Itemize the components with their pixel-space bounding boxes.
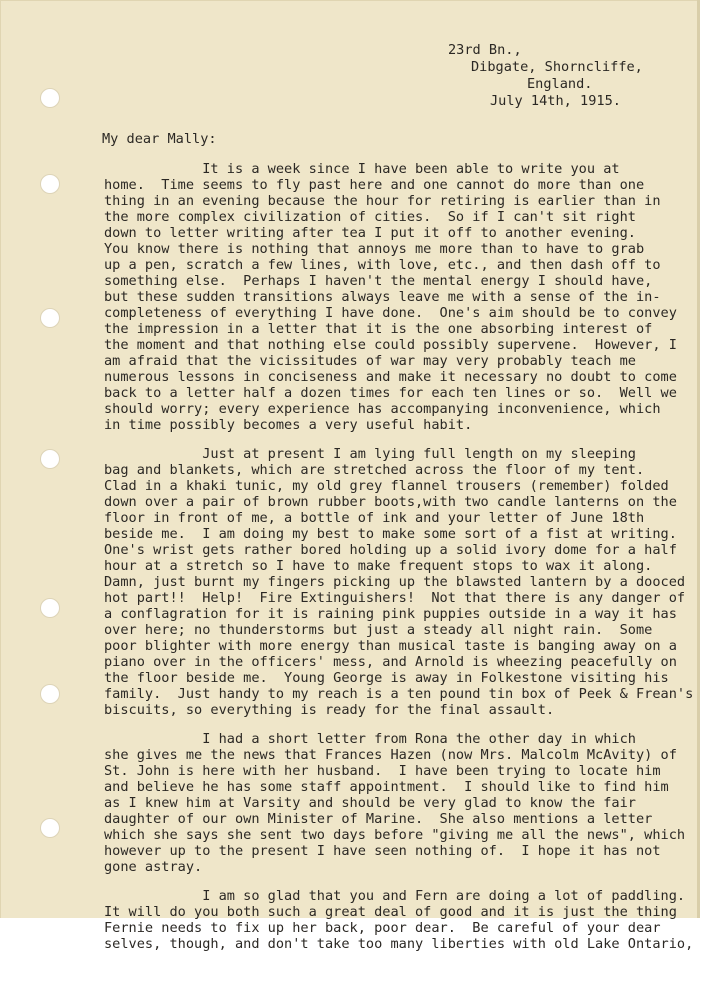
paragraph-2-line: beside me. I am doing my best to make some sort of a fist at writing. (104, 526, 677, 542)
address-line: Dibgate, Shorncliffe, (471, 59, 643, 75)
paragraph-1-line: down to letter writing after tea I put it off to another evening. (104, 225, 636, 241)
paragraph-4-line: I am so glad that you and Fern are doing a lot of paddling. (104, 888, 686, 904)
paragraph-2-line: piano over in the officers' mess, and Arnold is wheezing peacefully on (104, 654, 677, 670)
paragraph-2-line: hour at a stretch so I have to make frequent stops to wax it along. (104, 558, 653, 574)
paragraph-1-line: numerous lessons in conciseness and make it necessary no doubt to come (104, 369, 677, 385)
paragraph-3-line: St. John is here with her husband. I have been trying to locate him (104, 763, 661, 779)
paragraph-1-line: thing in an evening because the hour for retiring is earlier than in (104, 193, 661, 209)
punch-hole (40, 449, 60, 469)
paragraph-3-line: I had a short letter from Rona the other day in which (104, 731, 636, 747)
date-line: July 14th, 1915. (490, 93, 621, 109)
paragraph-1-line: the more complex civilization of cities. So if I can't sit right (104, 209, 636, 225)
paragraph-2-line: over here; no thunderstorms but just a steady all night rain. Some (104, 622, 653, 638)
punch-hole (40, 684, 60, 704)
paragraph-2-line: poor blighter with more energy than musical taste is banging away on a (104, 638, 677, 654)
paragraph-1-line: the impression in a letter that it is the one absorbing interest of (104, 321, 653, 337)
address-line: 23rd Bn., (448, 42, 522, 58)
paragraph-3-line: which she says she sent two days before "giving me all the news", which (104, 827, 686, 843)
punch-hole (40, 598, 60, 618)
paragraph-2-line: a conflagration for it is raining pink puppies outside in a way it has (104, 606, 677, 622)
paragraph-2-line: floor in front of me, a bottle of ink and your letter of June 18th (104, 510, 645, 526)
paragraph-3-line: however up to the present I have seen nothing of. I hope it has not (104, 843, 661, 859)
paragraph-3-line: as I knew him at Varsity and should be very glad to know the fair (104, 795, 636, 811)
punch-hole (40, 88, 60, 108)
paragraph-1-line: am afraid that the vicissitudes of war may very probably teach me (104, 353, 636, 369)
paragraph-1-line: should worry; every experience has accompanying inconvenience, which (104, 401, 661, 417)
paragraph-1-line: back to a letter half a dozen times for each ten lines or so. Well we (104, 385, 677, 401)
paragraph-1-line: home. Time seems to fly past here and one cannot do more than one (104, 177, 645, 193)
address-line: England. (527, 76, 593, 92)
paragraph-2-line: Damn, just burnt my fingers picking up the blawsted lantern by a dooced (104, 574, 686, 590)
paragraph-1-line: You know there is nothing that annoys me more than to have to grab (104, 241, 645, 257)
paragraph-1-line: something else. Perhaps I haven't the mental energy I should have, (104, 273, 653, 289)
paragraph-2-line: bag and blankets, which are stretched across the floor of my tent. (104, 462, 645, 478)
paragraph-1-line: completeness of everything I have done. One's aim should be to convey (104, 305, 677, 321)
paragraph-2-line: biscuits, so everything is ready for the final assault. (104, 702, 555, 718)
paragraph-4-line: Fernie needs to fix up her back, poor dear. Be careful of your dear (104, 920, 661, 936)
paragraph-2-line: hot part!! Help! Fire Extinguishers! Not that there is any danger of (104, 590, 686, 606)
paragraph-4-line: selves, though, and don't take too many liberties with old Lake Ontario, (104, 936, 694, 952)
paragraph-3-line: and believe he has some staff appointment. I should like to find him (104, 779, 669, 795)
paragraph-2-line: Clad in a khaki tunic, my old grey flannel trousers (remember) folded (104, 478, 669, 494)
paragraph-3-line: daughter of our own Minister of Marine. She also mentions a letter (104, 811, 653, 827)
paragraph-4-line: It will do you both such a great deal of good and it is just the thing (104, 904, 677, 920)
paragraph-2-line: down over a pair of brown rubber boots,with two candle lanterns on the (104, 494, 677, 510)
punch-hole (40, 818, 60, 838)
paragraph-2-line: family. Just handy to my reach is a ten pound tin box of Peek & Frean's (104, 686, 694, 702)
paragraph-1-line: up a pen, scratch a few lines, with love, etc., and then dash off to (104, 257, 661, 273)
paragraph-3-line: she gives me the news that Frances Hazen (now Mrs. Malcolm McAvity) of (104, 747, 677, 763)
paragraph-2-line: Just at present I am lying full length on my sleeping (104, 446, 636, 462)
paragraph-2-line: the floor beside me. Young George is away in Folkestone visiting his (104, 670, 669, 686)
paragraph-1-line: in time possibly becomes a very useful habit. (104, 417, 473, 433)
punch-hole (40, 308, 60, 328)
paragraph-1-line: but these sudden transitions always leave me with a sense of the in- (104, 289, 661, 305)
paragraph-3-line: gone astray. (104, 859, 203, 875)
paragraph-1-line: the moment and that nothing else could possibly supervene. However, I (104, 337, 677, 353)
paragraph-2-line: One's wrist gets rather bored holding up a solid ivory dome for a half (104, 542, 677, 558)
punch-hole (40, 174, 60, 194)
paragraph-1-line: It is a week since I have been able to write you at (104, 161, 620, 177)
salutation: My dear Mally: (102, 131, 217, 147)
